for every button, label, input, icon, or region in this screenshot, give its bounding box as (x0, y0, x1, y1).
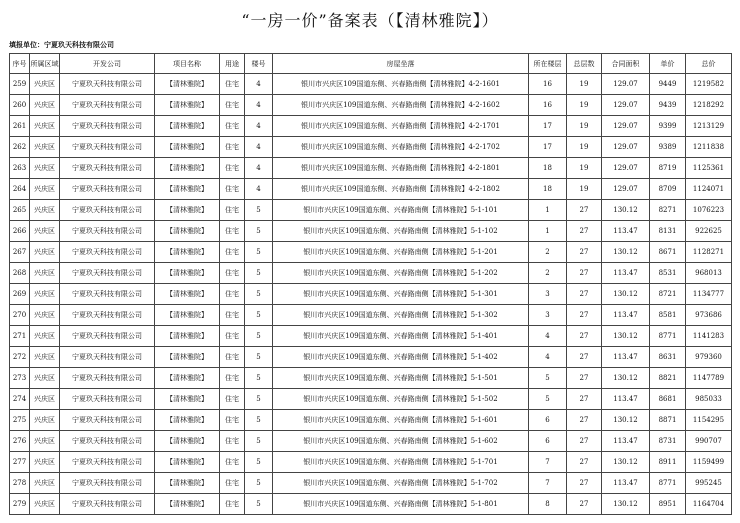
table-row (10, 347, 732, 368)
table-cell: 113.47 (602, 347, 650, 368)
table-cell: 6 (529, 410, 567, 431)
table-cell: 27 (567, 431, 602, 452)
table-cell: 8731 (650, 431, 686, 452)
table-cell: 宁夏玖天科技有限公司 (60, 305, 155, 326)
table-row (10, 494, 732, 515)
table-cell: 兴庆区 (30, 326, 60, 347)
table-cell: 银川市兴庆区109国道东侧、兴春路南侧【清林雅院】5-1-501 (273, 368, 529, 389)
table-cell: 1 (529, 200, 567, 221)
table-cell: 兴庆区 (30, 305, 60, 326)
table-cell: 1219582 (686, 74, 732, 95)
table-cell: 宁夏玖天科技有限公司 (60, 368, 155, 389)
table-cell: 兴庆区 (30, 116, 60, 137)
table-cell: 2 (529, 263, 567, 284)
table-cell: 2 (529, 242, 567, 263)
table-row (10, 263, 732, 284)
header-cell: 项目名称 (155, 54, 220, 74)
table-cell: 宁夏玖天科技有限公司 (60, 431, 155, 452)
table-cell: 住宅 (220, 95, 245, 116)
table-cell: 住宅 (220, 305, 245, 326)
table-cell: 262 (10, 137, 30, 158)
table-cell: 【清林雅院】 (155, 95, 220, 116)
table-cell: 【清林雅院】 (155, 116, 220, 137)
table-cell: 267 (10, 242, 30, 263)
table-cell: 8271 (650, 200, 686, 221)
table-cell: 18 (529, 179, 567, 200)
table-cell: 宁夏玖天科技有限公司 (60, 95, 155, 116)
table-cell: 宁夏玖天科技有限公司 (60, 452, 155, 473)
table-cell: 银川市兴庆区109国道东侧、兴春路南侧【清林雅院】5-1-101 (273, 200, 529, 221)
table-cell: 宁夏玖天科技有限公司 (60, 116, 155, 137)
table-cell: 19 (567, 137, 602, 158)
header-cell: 楼号 (245, 54, 273, 74)
table-cell: 1164704 (686, 494, 732, 515)
table-cell: 兴庆区 (30, 494, 60, 515)
table-cell: 129.07 (602, 74, 650, 95)
document-title: “一房一价”备案表（【清林雅院】） (241, 11, 499, 30)
header-row (10, 54, 732, 74)
table-cell: 130.12 (602, 494, 650, 515)
table-cell: 银川市兴庆区109国道东侧、兴春路南侧【清林雅院】4-2-1701 (273, 116, 529, 137)
table-cell: 7 (529, 473, 567, 494)
table-cell: 宁夏玖天科技有限公司 (60, 263, 155, 284)
table-cell: 263 (10, 158, 30, 179)
table-cell: 985033 (686, 389, 732, 410)
table-cell: 5 (245, 305, 273, 326)
table-cell: 113.47 (602, 263, 650, 284)
table-cell: 1154295 (686, 410, 732, 431)
table-cell: 8771 (650, 473, 686, 494)
table-cell: 【清林雅院】 (155, 452, 220, 473)
table-cell: 4 (529, 347, 567, 368)
table-cell: 5 (245, 452, 273, 473)
table-cell: 5 (245, 326, 273, 347)
table-row (10, 410, 732, 431)
table-cell: 27 (567, 410, 602, 431)
table-cell: 276 (10, 431, 30, 452)
table-cell: 【清林雅院】 (155, 284, 220, 305)
table-cell: 27 (567, 389, 602, 410)
table-cell: 兴庆区 (30, 137, 60, 158)
table-cell: 宁夏玖天科技有限公司 (60, 389, 155, 410)
table-cell: 129.07 (602, 158, 650, 179)
table-cell: 宁夏玖天科技有限公司 (60, 284, 155, 305)
table-cell: 5 (245, 389, 273, 410)
table-cell: 宁夏玖天科技有限公司 (60, 200, 155, 221)
table-cell: 住宅 (220, 242, 245, 263)
table-cell: 19 (567, 74, 602, 95)
table-cell: 27 (567, 263, 602, 284)
table-cell: 4 (245, 137, 273, 158)
table-row (10, 368, 732, 389)
header-cell: 单价 (650, 54, 686, 74)
table-cell: 4 (529, 326, 567, 347)
table-cell: 27 (567, 284, 602, 305)
table-row (10, 74, 732, 95)
table-cell: 住宅 (220, 137, 245, 158)
table-cell: 【清林雅院】 (155, 221, 220, 242)
table-cell: 【清林雅院】 (155, 158, 220, 179)
table-cell: 8631 (650, 347, 686, 368)
table-cell: 4 (245, 179, 273, 200)
table-cell: 9399 (650, 116, 686, 137)
table-cell: 129.07 (602, 137, 650, 158)
table-cell: 银川市兴庆区109国道东侧、兴春路南侧【清林雅院】5-1-601 (273, 410, 529, 431)
table-cell: 27 (567, 326, 602, 347)
table-cell: 银川市兴庆区109国道东侧、兴春路南侧【清林雅院】5-1-801 (273, 494, 529, 515)
table-cell: 8871 (650, 410, 686, 431)
table-cell: 113.47 (602, 431, 650, 452)
table-cell: 兴庆区 (30, 242, 60, 263)
table-cell: 8671 (650, 242, 686, 263)
table-cell: 银川市兴庆区109国道东侧、兴春路南侧【清林雅院】4-2-1602 (273, 95, 529, 116)
table-cell: 27 (567, 242, 602, 263)
table-cell: 宁夏玖天科技有限公司 (60, 347, 155, 368)
table-cell: 住宅 (220, 347, 245, 368)
table-cell: 兴庆区 (30, 179, 60, 200)
table-cell: 兴庆区 (30, 368, 60, 389)
table-cell: 1134777 (686, 284, 732, 305)
table-cell: 8681 (650, 389, 686, 410)
table-cell: 6 (529, 431, 567, 452)
table-cell: 兴庆区 (30, 410, 60, 431)
header-cell: 总层数 (567, 54, 602, 74)
table-cell: 9449 (650, 74, 686, 95)
table-cell: 5 (245, 284, 273, 305)
table-cell: 8951 (650, 494, 686, 515)
table-cell: 住宅 (220, 284, 245, 305)
table-cell: 8709 (650, 179, 686, 200)
table-cell: 1141283 (686, 326, 732, 347)
table-cell: 275 (10, 410, 30, 431)
table-cell: 1218292 (686, 95, 732, 116)
table-cell: 5 (245, 473, 273, 494)
table-cell: 兴庆区 (30, 74, 60, 95)
table-cell: 住宅 (220, 200, 245, 221)
table-cell: 住宅 (220, 116, 245, 137)
table-cell: 【清林雅院】 (155, 179, 220, 200)
table-cell: 4 (245, 158, 273, 179)
table-cell: 住宅 (220, 389, 245, 410)
table-row (10, 221, 732, 242)
table-body (10, 74, 732, 515)
table-cell: 兴庆区 (30, 158, 60, 179)
header-cell: 用途 (220, 54, 245, 74)
table-cell: 1125361 (686, 158, 732, 179)
table-row (10, 116, 732, 137)
table-cell: 8771 (650, 326, 686, 347)
header-cell: 所属区域 (30, 54, 60, 74)
table-cell: 银川市兴庆区109国道东侧、兴春路南侧【清林雅院】5-1-202 (273, 263, 529, 284)
header-cell: 序号 (10, 54, 30, 74)
table-cell: 1211838 (686, 137, 732, 158)
table-cell: 兴庆区 (30, 95, 60, 116)
table-cell: 278 (10, 473, 30, 494)
table-cell: 113.47 (602, 389, 650, 410)
table-cell: 1213129 (686, 116, 732, 137)
table-cell: 8821 (650, 368, 686, 389)
table-cell: 5 (245, 263, 273, 284)
table-cell: 995245 (686, 473, 732, 494)
table-cell: 264 (10, 179, 30, 200)
table-cell: 银川市兴庆区109国道东侧、兴春路南侧【清林雅院】4-2-1802 (273, 179, 529, 200)
table-cell: 8131 (650, 221, 686, 242)
table-cell: 【清林雅院】 (155, 326, 220, 347)
table-cell: 银川市兴庆区109国道东侧、兴春路南侧【清林雅院】5-1-201 (273, 242, 529, 263)
table-cell: 住宅 (220, 452, 245, 473)
table-cell: 8581 (650, 305, 686, 326)
table-cell: 宁夏玖天科技有限公司 (60, 473, 155, 494)
table-cell: 宁夏玖天科技有限公司 (60, 179, 155, 200)
table-cell: 27 (567, 305, 602, 326)
table-cell: 兴庆区 (30, 431, 60, 452)
table-row (10, 452, 732, 473)
table-cell: 277 (10, 452, 30, 473)
table-cell: 272 (10, 347, 30, 368)
table-cell: 266 (10, 221, 30, 242)
table-cell: 兴庆区 (30, 263, 60, 284)
table-cell: 5 (245, 221, 273, 242)
table-cell: 4 (245, 95, 273, 116)
table-cell: 银川市兴庆区109国道东侧、兴春路南侧【清林雅院】4-2-1601 (273, 74, 529, 95)
header-cell: 合同面积 (602, 54, 650, 74)
table-cell: 宁夏玖天科技有限公司 (60, 410, 155, 431)
table-cell: 【清林雅院】 (155, 431, 220, 452)
table-row (10, 389, 732, 410)
table-cell: 1124071 (686, 179, 732, 200)
table-cell: 922625 (686, 221, 732, 242)
table-cell: 银川市兴庆区109国道东侧、兴春路南侧【清林雅院】5-1-301 (273, 284, 529, 305)
table-cell: 269 (10, 284, 30, 305)
table-cell: 1147789 (686, 368, 732, 389)
table-cell: 27 (567, 452, 602, 473)
table-cell: 【清林雅院】 (155, 368, 220, 389)
table-cell: 18 (529, 158, 567, 179)
table-cell: 兴庆区 (30, 284, 60, 305)
table-cell: 【清林雅院】 (155, 494, 220, 515)
table-cell: 银川市兴庆区109国道东侧、兴春路南侧【清林雅院】5-1-402 (273, 347, 529, 368)
table-cell: 990707 (686, 431, 732, 452)
table-cell: 265 (10, 200, 30, 221)
table-cell: 银川市兴庆区109国道东侧、兴春路南侧【清林雅院】5-1-102 (273, 221, 529, 242)
table-cell: 129.07 (602, 179, 650, 200)
table-cell: 5 (245, 347, 273, 368)
table-cell: 住宅 (220, 431, 245, 452)
table-row (10, 137, 732, 158)
table-cell: 住宅 (220, 263, 245, 284)
table-cell: 4 (245, 74, 273, 95)
table-cell: 5 (529, 368, 567, 389)
table-cell: 261 (10, 116, 30, 137)
table-cell: 5 (245, 368, 273, 389)
table-cell: 273 (10, 368, 30, 389)
table-cell: 兴庆区 (30, 389, 60, 410)
table-cell: 5 (245, 494, 273, 515)
table-cell: 129.07 (602, 116, 650, 137)
table-cell: 130.12 (602, 200, 650, 221)
table-cell: 【清林雅院】 (155, 410, 220, 431)
table-cell: 5 (245, 242, 273, 263)
table-cell: 住宅 (220, 494, 245, 515)
filler-unit: 填报单位：宁夏玖天科技有限公司 (9, 41, 114, 49)
table-cell: 住宅 (220, 368, 245, 389)
table-cell: 【清林雅院】 (155, 137, 220, 158)
header-cell: 总价 (686, 54, 732, 74)
table-cell: 4 (245, 116, 273, 137)
table-cell: 银川市兴庆区109国道东侧、兴春路南侧【清林雅院】5-1-701 (273, 452, 529, 473)
table-cell: 113.47 (602, 305, 650, 326)
table-row (10, 200, 732, 221)
table-cell: 259 (10, 74, 30, 95)
filing-table (9, 53, 732, 515)
table-cell: 银川市兴庆区109国道东侧、兴春路南侧【清林雅院】5-1-702 (273, 473, 529, 494)
table-cell: 银川市兴庆区109国道东侧、兴春路南侧【清林雅院】5-1-302 (273, 305, 529, 326)
header-cell: 所在楼层 (529, 54, 567, 74)
table-cell: 宁夏玖天科技有限公司 (60, 158, 155, 179)
table-cell: 银川市兴庆区109国道东侧、兴春路南侧【清林雅院】5-1-502 (273, 389, 529, 410)
table-cell: 968013 (686, 263, 732, 284)
table-cell: 银川市兴庆区109国道东侧、兴春路南侧【清林雅院】5-1-602 (273, 431, 529, 452)
table-cell: 宁夏玖天科技有限公司 (60, 326, 155, 347)
table-row (10, 179, 732, 200)
table-cell: 19 (567, 95, 602, 116)
table-cell: 【清林雅院】 (155, 305, 220, 326)
table-cell: 113.47 (602, 221, 650, 242)
table-cell: 274 (10, 389, 30, 410)
table-cell: 兴庆区 (30, 221, 60, 242)
table-cell: 130.12 (602, 410, 650, 431)
table-cell: 8911 (650, 452, 686, 473)
table-cell: 27 (567, 347, 602, 368)
table-cell: 【清林雅院】 (155, 389, 220, 410)
table-cell: 5 (245, 431, 273, 452)
table-cell: 1 (529, 221, 567, 242)
table-cell: 宁夏玖天科技有限公司 (60, 242, 155, 263)
table-cell: 130.12 (602, 242, 650, 263)
table-cell: 1128271 (686, 242, 732, 263)
table-cell: 宁夏玖天科技有限公司 (60, 494, 155, 515)
table-cell: 【清林雅院】 (155, 263, 220, 284)
table-cell: 268 (10, 263, 30, 284)
table-cell: 兴庆区 (30, 347, 60, 368)
table-cell: 兴庆区 (30, 473, 60, 494)
table-cell: 130.12 (602, 284, 650, 305)
table-cell: 27 (567, 473, 602, 494)
table-cell: 住宅 (220, 74, 245, 95)
table-cell: 16 (529, 95, 567, 116)
table-cell: 19 (567, 158, 602, 179)
table-cell: 973686 (686, 305, 732, 326)
table-cell: 8 (529, 494, 567, 515)
table-cell: 8719 (650, 158, 686, 179)
table-row (10, 242, 732, 263)
table-cell: 【清林雅院】 (155, 242, 220, 263)
table-cell: 1159499 (686, 452, 732, 473)
table-cell: 271 (10, 326, 30, 347)
table-cell: 17 (529, 137, 567, 158)
table-cell: 130.12 (602, 452, 650, 473)
table-cell: 130.12 (602, 368, 650, 389)
table-cell: 113.47 (602, 473, 650, 494)
table-row (10, 473, 732, 494)
table-cell: 【清林雅院】 (155, 200, 220, 221)
header-cell: 开发公司 (60, 54, 155, 74)
table-row (10, 95, 732, 116)
table-cell: 27 (567, 368, 602, 389)
table-cell: 【清林雅院】 (155, 74, 220, 95)
table-cell: 银川市兴庆区109国道东侧、兴春路南侧【清林雅院】5-1-401 (273, 326, 529, 347)
table-cell: 兴庆区 (30, 452, 60, 473)
table-cell: 270 (10, 305, 30, 326)
table-cell: 979360 (686, 347, 732, 368)
table-cell: 9389 (650, 137, 686, 158)
table-cell: 279 (10, 494, 30, 515)
table-cell: 兴庆区 (30, 200, 60, 221)
table-cell: 住宅 (220, 179, 245, 200)
table-cell: 住宅 (220, 221, 245, 242)
table-row (10, 284, 732, 305)
table-cell: 宁夏玖天科技有限公司 (60, 221, 155, 242)
table-cell: 宁夏玖天科技有限公司 (60, 137, 155, 158)
table-cell: 27 (567, 221, 602, 242)
table-cell: 8721 (650, 284, 686, 305)
table-cell: 27 (567, 200, 602, 221)
table-row (10, 158, 732, 179)
table-cell: 19 (567, 116, 602, 137)
table-cell: 130.12 (602, 326, 650, 347)
table-cell: 3 (529, 284, 567, 305)
table-cell: 住宅 (220, 158, 245, 179)
table-cell: 8531 (650, 263, 686, 284)
table-cell: 129.07 (602, 95, 650, 116)
table-row (10, 326, 732, 347)
table-cell: 宁夏玖天科技有限公司 (60, 74, 155, 95)
table-cell: 16 (529, 74, 567, 95)
table-cell: 1076223 (686, 200, 732, 221)
table-cell: 5 (245, 410, 273, 431)
table-cell: 27 (567, 494, 602, 515)
table-cell: 5 (245, 200, 273, 221)
table-cell: 银川市兴庆区109国道东侧、兴春路南侧【清林雅院】4-2-1702 (273, 137, 529, 158)
table-cell: 银川市兴庆区109国道东侧、兴春路南侧【清林雅院】4-2-1801 (273, 158, 529, 179)
table-cell: 住宅 (220, 473, 245, 494)
table-cell: 5 (529, 389, 567, 410)
table-cell: 住宅 (220, 410, 245, 431)
table-cell: 住宅 (220, 326, 245, 347)
table-cell: 260 (10, 95, 30, 116)
table-cell: 【清林雅院】 (155, 473, 220, 494)
table-cell: 7 (529, 452, 567, 473)
table-row (10, 431, 732, 452)
table-cell: 【清林雅院】 (155, 347, 220, 368)
table-cell: 19 (567, 179, 602, 200)
table-cell: 9439 (650, 95, 686, 116)
header-cell: 房屋坐落 (273, 54, 529, 74)
table-cell: 17 (529, 116, 567, 137)
table-row (10, 305, 732, 326)
table-cell: 3 (529, 305, 567, 326)
